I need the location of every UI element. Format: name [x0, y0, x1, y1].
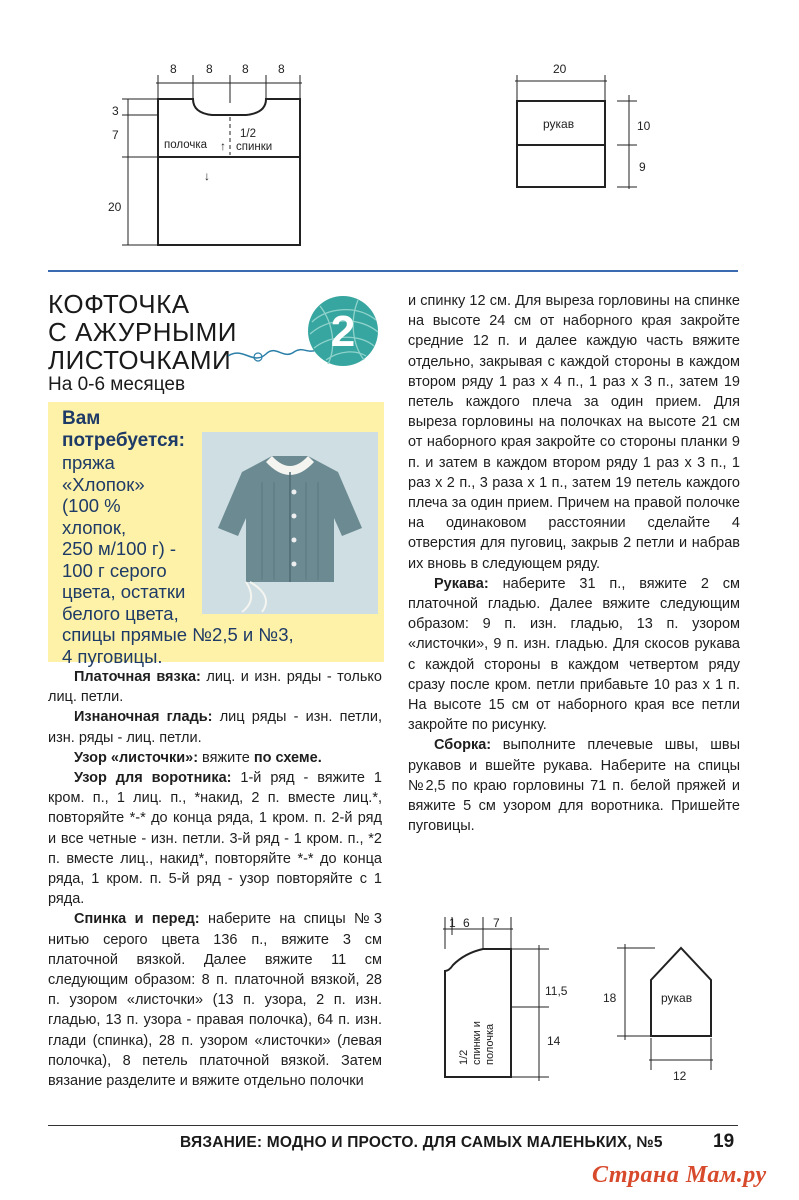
title-line: ЛИСТОЧКАМИ	[48, 345, 232, 375]
paragraph: Спинка и перед: наберите на спицы №3 нитью серого цвета 136 п., вяжите 3 см платочной вязкой. Далее вяжите 11 см следующим образом: 8 п. платочной вязкой, 28 п. узором «листочки» (13 п. узора, 2 п. изн. гладью, 13 п. узора - правая полочка), 64 п. изн. глади (спинка), 28 п. узором «листочки» (левая полочка), 8 петель платочной вязкой. Затем вязание разделите и вяжите отдельно полочки	[48, 911, 382, 1090]
section-divider	[48, 270, 738, 272]
width-label: 7	[493, 916, 500, 930]
yarn-squiggle	[228, 338, 318, 368]
height-label: 11,5	[545, 984, 568, 998]
sleeve-schematic-bottom	[595, 930, 735, 1090]
body-schematic-top	[100, 55, 320, 255]
title-line: КОФТОЧКА	[48, 289, 190, 319]
width-label: 8	[278, 62, 285, 76]
sleeve-label: рукав	[661, 991, 693, 1005]
paragraph: Сборка: выполните плечевые швы, швы рукавов и вшейте рукава. Наберите на спицы №2,5 по краю горловины 71 п. белой пряжей и вяжите 5 см узором для воротника. Пришейте пуговицы.	[408, 737, 740, 835]
instructions-right-column	[408, 291, 740, 836]
paragraph: Узор «листочки»: вяжите по схеме.	[74, 749, 322, 766]
article-subtitle: На 0-6 месяцев	[48, 374, 186, 395]
sleeve-height-label: 10	[637, 119, 651, 133]
materials-line: спицы прямые №2,5 и №3,	[62, 624, 294, 645]
inner-label-1: 1/2	[458, 1049, 470, 1065]
materials-line: 250 м/100 г) -	[62, 538, 177, 559]
footer-title: ВЯЗАНИЕ: МОДНО И ПРОСТО. ДЛЯ САМЫХ МАЛЕНЬКИХ, №5	[180, 1134, 663, 1151]
materials-heading	[62, 408, 185, 452]
materials-heading-line: Вам	[62, 408, 101, 429]
paragraph: Узор для воротника: 1-й ряд - вяжите 1 кром. п., 1 лиц. п., *накид, 2 п. вместе лиц.*, повторяйте *-* до конца ряда, 1 кром. п. 2-й ряд и все четные - изн. петли. 3-й ряд - 1 кром. п., *2 п. вместе лиц., накид*, повторяйте *-* до конца ряда, 1 кром. п. 5-й ряд - узор повторяйте с 1 ряда.	[48, 770, 382, 908]
width-label: 1	[449, 916, 456, 930]
sleeve-height-label: 18	[603, 991, 617, 1005]
footer-divider	[48, 1125, 738, 1126]
width-label: 8	[170, 62, 177, 76]
materials-line: (100 %	[62, 495, 121, 516]
height-label: 7	[112, 128, 119, 142]
sleeve-width-label: 12	[673, 1069, 687, 1083]
materials-heading-line: потребуется:	[62, 430, 185, 451]
front-label: полочка	[164, 139, 208, 151]
up-arrow: ↑	[220, 139, 226, 153]
inner-label-2: спинки и	[471, 1021, 483, 1065]
paragraph: Изнаночная гладь: лиц ряды - изн. петли, изн. ряды - лиц. петли.	[48, 709, 382, 746]
down-arrow: ↓	[204, 169, 210, 183]
paragraph: и спинку 12 см. Для выреза горловины на спинке на высоте 24 см от наборного края закройте средние 12 п. и далее каждую часть вяжите отдельно, закрывая с каждой стороны в каждом втором ряду 1 раз х 4 п., 1 раз х 3 п., затем 19 петель каждого плеча за один прием. Для выреза горловины на полочках на высоте 21 см от наборного края закройте со стороны планки 9 п. и затем в каждом втором ряду 1 раз х 3 п., 1 раз х 2 п., 3 раза х 1 п., затем 19 петель каждого плеча за один прием. Причем на правой полочке на одинаковом расстоянии сделайте 4 отверстия для пуговиц, закрыв 2 петли и набрав их вновь в следующем ряду.	[408, 293, 740, 572]
sleeve-height-label: 9	[639, 160, 646, 174]
materials-line: 100 г серого	[62, 559, 167, 581]
materials-line: пряжа	[62, 452, 115, 473]
width-label: 6	[463, 916, 470, 930]
title-line: С АЖУРНЫМИ	[48, 317, 237, 347]
width-label: 8	[242, 62, 249, 76]
back-label-1: 1/2	[240, 128, 256, 140]
badge-number: 2	[330, 307, 356, 356]
materials-line: цвета, остатки	[62, 581, 186, 602]
page-number: 19	[713, 1131, 735, 1152]
sleeve-width-label: 20	[553, 62, 567, 76]
yarn-ball-badge	[306, 294, 380, 368]
body-schematic-bottom	[425, 905, 585, 1090]
paragraph: Рукава: наберите 31 п., вяжите 2 см платочной гладью. Далее вяжите следующим образом: 9 п. изн. гладью, 13 п. узором «листочки», 9 п. изн. гладью. Для скосов рукава с каждой стороны в каждом четвертом ряду сразу после кром. петли прибавьте 10 раз х 1 п. На высоте 15 см от наборного края все петли закройте по рисунку.	[408, 575, 740, 734]
back-label-2: спинки	[236, 141, 273, 153]
materials-line: 4 пуговицы.	[62, 645, 163, 667]
materials-line: хлопок,	[62, 516, 127, 538]
width-label: 8	[206, 62, 213, 76]
paragraph: Платочная вязка: лиц. и изн. ряды - только лиц. петли.	[48, 669, 382, 706]
height-label: 14	[547, 1034, 561, 1048]
instructions-left-column	[48, 667, 382, 1091]
materials-list	[62, 452, 294, 667]
sleeve-schematic-top	[505, 55, 665, 195]
height-label: 20	[108, 200, 122, 214]
inner-label-3: полочка	[484, 1023, 496, 1065]
watermark: Страна Мам.ру	[592, 1162, 767, 1188]
sleeve-label: рукав	[543, 117, 575, 131]
materials-line: белого цвета,	[62, 602, 179, 624]
article-title	[48, 290, 237, 374]
materials-line: «Хлопок»	[62, 473, 145, 495]
height-label: 3	[112, 104, 119, 118]
